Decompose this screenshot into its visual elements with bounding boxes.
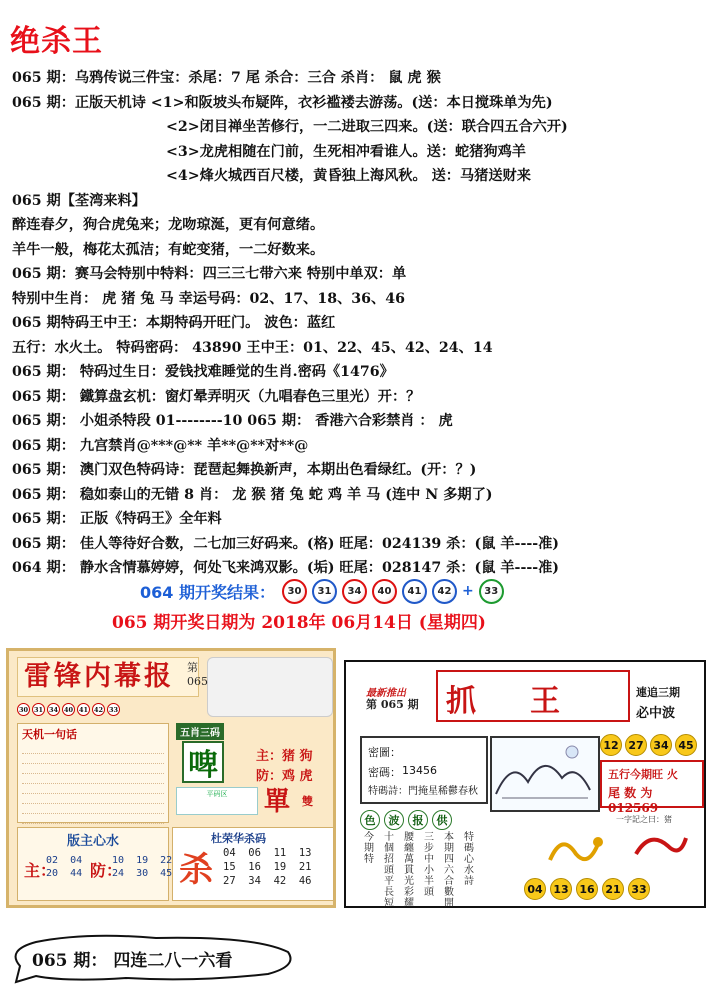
zhuawang-columns	[360, 832, 478, 909]
zhuawang-column: 本期四六合數開	[444, 832, 454, 909]
zhuawang-column: 今期特	[364, 832, 374, 865]
tip-line: 065 期：正版天机诗 <1>和阪坡头布疑阵，衣衫褴褛去游荡。(送：本日搅珠单为先)	[12, 94, 553, 111]
result-balls	[282, 579, 504, 604]
zhuawang-mima: 密碼：	[368, 766, 401, 779]
tip-line: 065 期： 稳如泰山的无错 8 肖： 龙 猴 猪 兔 蛇 鸡 羊 马 (连中 N 多期了)	[12, 486, 493, 503]
leifeng-z-nums: 02 04 20 44	[46, 855, 83, 879]
zhuawang-bottom-ball: 33	[628, 878, 650, 900]
zhuawang-title-left: 抓	[446, 684, 476, 719]
leifeng-f-nums: 10 19 22 24 30 45	[112, 855, 173, 879]
result-ball: 33	[479, 579, 504, 604]
zhuawang-bottom-balls	[524, 878, 650, 900]
leifeng-kill-head: 杜荣华杀码	[211, 832, 266, 845]
leifeng-small-ball: 31	[32, 703, 45, 716]
zhuawang-color-char: 色	[360, 810, 380, 830]
leifeng-panel	[6, 648, 336, 908]
tip-line: 醉连春夕，狗合虎兔来；龙吻琼涎，更有何意绪。	[12, 217, 325, 233]
tip-line: <2>闭目禅坐苦修行，一二进取三四来。(送：联合四五合六开)	[166, 119, 568, 135]
zhuawang-color-char: 波	[384, 810, 404, 830]
zhuawang-bottom-ball: 16	[576, 878, 598, 900]
zhuawang-ball: 12	[600, 734, 622, 756]
result-ball: 42	[432, 579, 457, 604]
leifeng-mid-box	[172, 723, 332, 821]
tip-line: 065 期： 鐵算盘玄机：窗灯晕弄明灭（九唱春色三里光）开：？	[12, 388, 421, 405]
zhuawang-column: 三步中小半頭	[424, 832, 434, 898]
page-title: 绝杀王	[10, 24, 103, 59]
tip-line: 065 期特码王中王：本期特码开旺门。 波色：蓝红	[12, 315, 336, 331]
bottom-callout	[6, 932, 298, 984]
leifeng-small-ball: 34	[47, 703, 60, 716]
zhuawang-issue: 第 065 期	[366, 698, 419, 711]
leifeng-kill-nums: 04 06 11 13 15 16 19 21 27 34 42 46	[223, 847, 312, 887]
zhuawang-panel	[344, 660, 706, 908]
leifeng-f-label: 防：	[90, 861, 123, 880]
tips-list	[12, 66, 702, 581]
previous-draw-result	[140, 578, 504, 604]
leifeng-small-ball: 41	[77, 703, 90, 716]
leifeng-small-ball: 30	[17, 703, 30, 716]
result-ball: 30	[282, 579, 307, 604]
leifeng-poem-rows	[18, 746, 168, 824]
result-ball: 31	[312, 579, 337, 604]
leifeng-tag: 五肖三码	[176, 723, 224, 740]
leifeng-editor-pick	[17, 827, 173, 901]
zhuawang-balls	[600, 734, 697, 756]
zhuawang-ball: 34	[650, 734, 672, 756]
zhuawang-mitu: 密圖：	[368, 746, 401, 759]
zhuawang-code-box	[360, 736, 488, 804]
zhuawang-bi: 必中波	[636, 706, 676, 721]
zhuawang-mima-value: 13456	[402, 764, 437, 777]
tip-line: <3>龙虎相随在门前，生死相冲看谁人。送：蛇猪狗鸡羊	[166, 143, 526, 160]
result-ball: 34	[342, 579, 367, 604]
tip-line: 065 期： 正版《特码王》全年料	[12, 511, 222, 527]
bottom-callout-text: 065 期： 四连二八一六看	[32, 951, 233, 971]
zhuawang-bottom-ball: 13	[550, 878, 572, 900]
next-draw-date: 065 期开奖日期为 2018年 06月14日 (星期四)	[112, 613, 486, 633]
leifeng-title: 雷锋内幕报	[24, 661, 174, 692]
tip-line: 五行：水火土。 特码密码： 43890 王中王：01、22、45、42、24、14	[12, 339, 493, 356]
plus-sign: +	[461, 583, 474, 599]
tip-line: 064 期： 静水含情慕婷婷，何处飞来鸿双影。(垢) 旺尾：028147 杀：(鼠 羊----准)	[12, 560, 560, 576]
zhuawang-bottom-ball: 04	[524, 878, 546, 900]
zhuawang-ball: 45	[675, 734, 697, 756]
snake-icon	[540, 824, 690, 868]
leifeng-small-ball: 42	[92, 703, 105, 716]
leifeng-z-label: 主：	[24, 861, 57, 880]
zhuawang-bottom-ball: 21	[602, 878, 624, 900]
tip-line: 065 期： 澳门双色特码诗：琵琶起舞换新声，本期出色看绿红。(开：？)	[12, 462, 477, 478]
leifeng-dan: 單	[264, 787, 291, 817]
landscape-icon	[492, 738, 594, 806]
leifeng-small-ball: 33	[107, 703, 120, 716]
zhuawang-color-char: 报	[408, 810, 428, 830]
zhuawang-zodiac-pic	[540, 824, 690, 868]
tip-line: 065 期： 九宫禁肖@***@** 羊**@**对**@	[12, 437, 309, 454]
zhuawang-new: 最新推出	[366, 688, 406, 699]
zhuawang-lian: 連追三期	[636, 686, 680, 699]
zhuawang-column: 十個招頭平長短	[384, 832, 394, 909]
leifeng-blank-box	[207, 657, 333, 717]
zhuawang-five-box	[600, 760, 704, 815]
tip-line: 065 期： 小姐杀特段 01--------10 065 期： 香港六合彩禁肖 ： 虎	[12, 413, 453, 429]
leifeng-strip: 平码区	[176, 787, 258, 815]
leifeng-big-char: 啤	[182, 741, 224, 783]
zhuawang-one-word: 一字記之曰：猪	[616, 815, 672, 824]
leifeng-kill-box	[172, 827, 334, 901]
zhuawang-illustration	[490, 736, 600, 812]
zhuawang-column: 特碼心水詩	[464, 832, 474, 887]
leifeng-header	[17, 657, 199, 697]
leifeng-fang: 防：鸡 虎	[256, 769, 313, 784]
leifeng-issue: 第 065	[187, 661, 208, 688]
leifeng-kill-char: 杀	[179, 850, 213, 890]
zhuawang-five: 五行今期旺 火	[608, 768, 678, 781]
leifeng-shuang: 雙	[302, 795, 313, 808]
leifeng-result-balls	[17, 703, 120, 716]
leifeng-poem-box	[17, 723, 169, 823]
zhuawang-title-right: 王	[530, 684, 560, 719]
tip-line: 065 期： 佳人等待好合数，二七加三好码来。(格) 旺尾：024139 杀：(鼠 羊----准)	[12, 535, 560, 552]
result-label: 064 期开奖结果：	[140, 582, 275, 602]
result-ball: 41	[402, 579, 427, 604]
tip-line: 065 期：赛马会特别中特料：四三三七带六来 特别中单双：单	[12, 266, 407, 282]
tip-line: 羊牛一般，梅花太孤洁；有蛇变猪，一二好数来。	[12, 241, 325, 258]
leifeng-small-ball: 40	[62, 703, 75, 716]
tip-line: 065 期【荃湾来料】	[12, 192, 146, 209]
result-ball: 40	[372, 579, 397, 604]
leifeng-editor-head: 版主心水	[66, 834, 119, 849]
tip-line: <4>烽火城西百尺楼，黄昏独上海风秋。 送：马猪送财来	[166, 168, 531, 184]
zhuawang-column: 腰纏萬貫光彩耀	[404, 832, 414, 909]
tip-line: 特别中生肖： 虎 猪 兔 马 幸运号码：02、17、18、36、46	[12, 290, 405, 307]
leifeng-zhu: 主：猪 狗	[256, 749, 313, 764]
tip-line: 065 期：乌鸦传说三件宝：杀尾：7 尾 杀合：三合 杀肖： 鼠 虎 猴	[12, 70, 441, 86]
zhuawang-color-row	[360, 810, 452, 830]
zhuawang-color-char: 供	[432, 810, 452, 830]
zhuawang-poem-value: 門掩星稀鬱春秋	[408, 786, 478, 797]
leifeng-poem-head: 天机一句话	[22, 728, 77, 741]
zhuawang-poem-label: 特碼詩：	[368, 786, 408, 797]
zhuawang-ball: 27	[625, 734, 647, 756]
zhuawang-tail: 尾 数 为 012569	[608, 786, 659, 815]
tip-line: 065 期： 特码过生日：爱钱找难睡觉的生肖.密码《1476》	[12, 364, 394, 380]
